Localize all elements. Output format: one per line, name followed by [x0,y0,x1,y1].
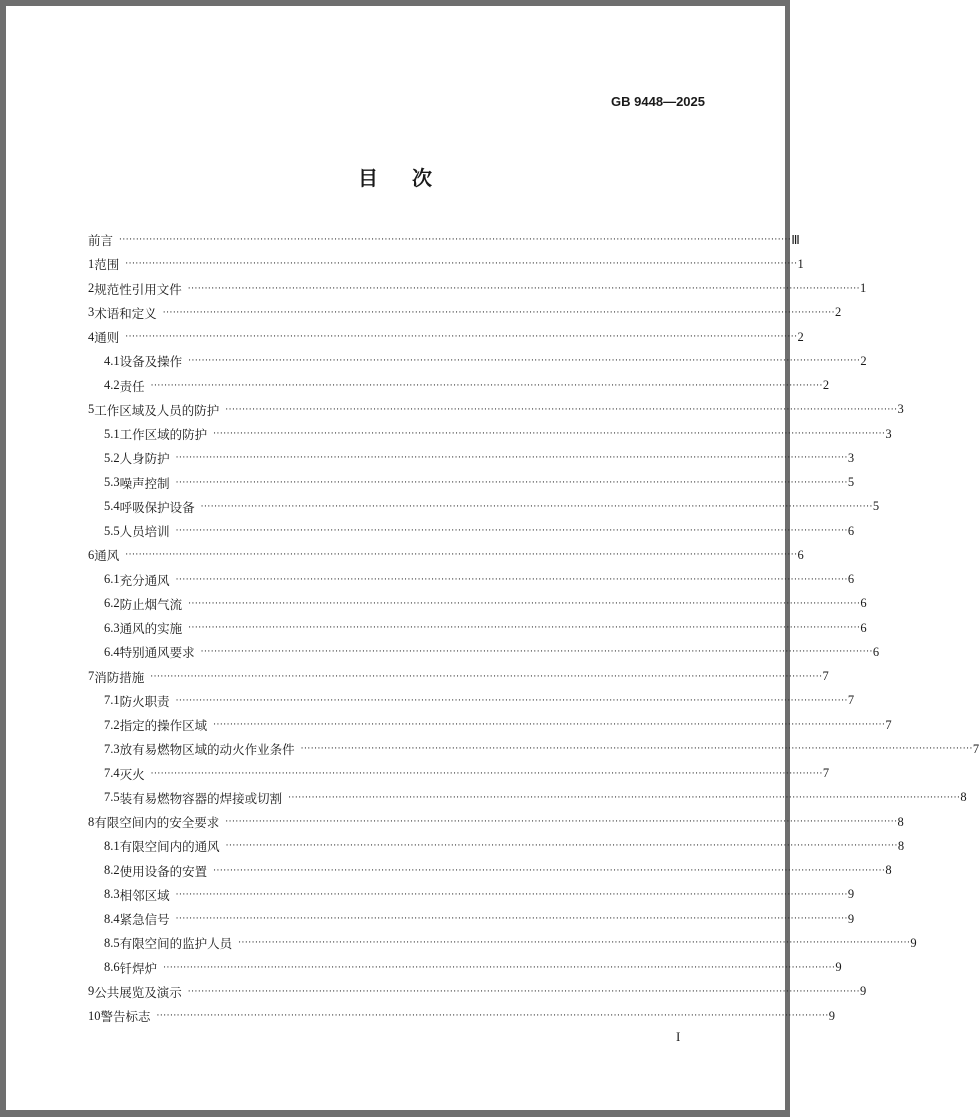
toc-entry-label: 规范性引用文件 [94,281,182,297]
toc-entry-page: 7 [885,717,892,732]
toc-entry-page: 5 [872,499,880,514]
toc-entry-label: 通则 [94,330,120,345]
toc-entry-page: 6 [860,596,867,611]
toc-entry-number: 10 [88,1008,101,1023]
toc-entry-label: 噪声控制 [119,475,170,491]
toc-entry[interactable] [104,909,855,929]
toc-entry-label: 指定的操作区域 [119,718,208,733]
toc-leader-dots: ········································································································································································································ [187,283,860,294]
toc-entry-label: 人身防护 [119,451,170,467]
toc-entry[interactable] [104,473,855,493]
toc-entry-number: 2 [88,281,95,295]
toc-leader-dots: ········································································································································································································ [175,477,848,488]
toc-entry-page: 6 [860,620,867,635]
toc-entry-page: 9 [835,960,842,974]
toc-entry[interactable] [88,327,804,347]
toc-entry-page: 1 [797,256,804,271]
toc-entry[interactable] [88,279,867,299]
toc-entry[interactable] [104,861,892,881]
toc-leader-dots: ········································································································································································································ [163,962,836,973]
toc-entry-number: 8.4 [104,911,120,926]
toc-leader-dots: ········································································································································································································ [288,792,961,803]
toc-entry-number: 8.1 [104,838,120,853]
toc-entry[interactable] [104,448,855,468]
toc-leader-dots: ········································································································································································································ [188,356,861,367]
toc-entry-label: 装有易燃物容器的焊接或切割 [119,790,283,806]
toc-leader-dots: ········································································································································································································ [200,647,873,658]
toc-entry-page: 5 [847,475,855,489]
toc-entry-label: 紧急信号 [119,912,170,927]
toc-leader-dots: ········································································································································································································ [156,1011,829,1021]
toc-entry-page: 1 [859,281,867,295]
toc-entry[interactable] [88,254,804,274]
toc-leader-dots: ········································································································································································································ [119,235,792,245]
toc-entry-number: 8.3 [104,887,120,902]
toc-entry-label: 通风 [94,548,120,564]
toc-entry-label: 相邻区域 [119,887,170,903]
toc-entry[interactable] [88,400,904,420]
toc-entry-label: 消防措施 [94,669,145,685]
toc-entry[interactable] [104,351,867,371]
toc-entry-page: 2 [834,305,842,320]
toc-entry-label: 防火职责 [119,693,170,709]
toc-entry-page: 7 [972,741,979,756]
toc-leader-dots: ········································································································································································································ [175,914,848,924]
toc-entry-number: 1 [88,256,95,271]
toc-entry-page: 3 [897,402,904,417]
page-number: I [676,1029,681,1044]
toc-leader-dots: ········································································································································································································ [213,865,886,876]
toc-entry[interactable] [104,497,880,517]
toc-entry[interactable] [104,594,867,614]
toc-entry[interactable] [104,764,830,784]
toc-entry-number: 6.1 [104,572,120,586]
toc-entry-page: 2 [822,378,830,392]
toc-leader-dots: ········································································································································································································ [188,598,861,609]
toc-entry-number: 8.6 [104,960,120,974]
toc-entry-page: 2 [797,329,804,344]
toc-entry-label: 范围 [94,257,120,273]
toc-entry-number: 6.2 [104,596,120,611]
toc-entry[interactable] [104,376,830,396]
toc-entry-number: 5.3 [104,475,120,489]
toc-entry-number: 7.2 [104,717,120,732]
toc-entry-page: 6 [847,572,855,586]
toc-entry-number: 7.3 [104,741,120,756]
toc-entry-page: 6 [847,523,855,538]
toc-entry-page: 3 [847,450,855,465]
toc-leader-dots: ········································································································································································································ [150,380,823,391]
toc-entry-page: 8 [897,814,904,829]
toc-entry-label: 充分通风 [119,572,170,588]
toc-entry-label: 灭火 [119,766,145,782]
toc-leader-dots: ········································································································································································································ [125,259,798,270]
toc-entry-label: 术语和定义 [94,305,157,321]
toc-entry-number: 5.1 [104,426,120,441]
toc-entry-number: 5 [88,402,95,417]
toc-entry-number: 7.5 [104,790,120,805]
toc-entry-number: 4 [88,329,95,344]
toc-entry[interactable] [104,618,867,638]
toc-entry[interactable] [104,739,979,759]
toc-entry-label: 放有易燃物区域的动火作业条件 [119,742,295,758]
toc-entry-number: 4.2 [104,378,120,392]
toc-leader-dots: ········································································································································································································ [175,695,848,706]
toc-leader-dots: ········································································································································································································ [238,938,911,949]
toc-entry-page: 9 [847,911,855,926]
toc-entry-label: 前言 [88,233,114,248]
toc-entry[interactable] [88,812,904,832]
toc-entry[interactable] [104,691,855,711]
toc-entry-label: 使用设备的安置 [119,863,208,879]
toc-entry-page: 2 [860,353,867,368]
toc-entry[interactable] [104,570,855,590]
toc-entry-page: 3 [885,426,892,441]
toc-entry-number: 3 [88,305,95,320]
toc-entry-page: Ⅲ [791,233,800,247]
toc-entry-label: 工作区域的防护 [119,427,208,442]
toc-leader-dots: ········································································································································································································ [225,817,898,827]
toc-entry-number: 6.4 [104,644,120,659]
toc-entry-label: 钎焊炉 [119,960,158,976]
toc-leader-dots: ········································································································································································································ [200,501,873,512]
toc-entry-page: 8 [960,790,967,805]
toc-entry[interactable] [104,885,855,905]
toc-entry-label: 工作区域及人员的防护 [94,402,220,418]
toc-entry[interactable] [88,982,867,1002]
toc-entry[interactable] [104,424,892,444]
toc-entry-label: 警告标志 [100,1009,151,1024]
toc-entry-label: 有限空间的监护人员 [119,936,233,952]
toc-leader-dots: ········································································································································································································ [125,550,798,561]
toc-leader-dots: ········································································································································································································ [175,453,848,464]
toc-leader-dots: ········································································································································································································ [162,307,835,318]
toc-entry-page: 9 [910,935,917,950]
toc-leader-dots: ········································································································································································································ [175,889,848,900]
toc-leader-dots: ········································································································································································································ [187,986,860,997]
toc-entry[interactable] [88,545,804,565]
toc-entry-number: 5.2 [104,450,120,465]
page-title: 目次 [358,166,466,190]
toc-leader-dots: ········································································································································································································ [225,404,898,415]
toc-entry-label: 特别通风要求 [119,645,195,661]
toc-entry-number: 5.4 [104,499,120,514]
toc-entry-number: 6.3 [104,620,120,635]
toc-entry-number: 7 [88,669,95,683]
toc-entry[interactable] [88,303,842,323]
toc-entry-page: 9 [859,984,867,999]
toc-entry-label: 责任 [119,378,145,394]
toc-entry-page: 9 [828,1008,835,1023]
toc-entry[interactable] [104,788,967,808]
toc-entry-page: 8 [885,863,892,877]
standard-number: GB 9448—2025 [611,94,705,109]
toc-entry-label: 人员培训 [119,524,170,539]
toc-leader-dots: ········································································································································································································ [150,768,823,779]
toc-leader-dots: ········································································································································································································ [175,526,848,536]
toc-leader-dots: ········································································································································································································ [150,671,823,682]
toc-entry[interactable] [88,667,829,687]
toc-entry-number: 5.5 [104,523,120,538]
toc-entry-page: 6 [797,547,804,562]
toc-entry-page: 9 [847,887,855,902]
toc-entry[interactable] [104,836,905,856]
toc-entry-number: 7.1 [104,693,120,708]
toc-entry[interactable] [104,933,917,953]
toc-entry-label: 设备及操作 [119,354,183,370]
toc-entry-page: 7 [822,766,830,780]
toc-entry-label: 防止烟气流 [119,596,183,612]
toc-entry-number: 4.1 [104,353,120,368]
toc-entry-page: 8 [897,838,905,853]
toc-entry-page: 6 [872,644,880,659]
toc-leader-dots: ········································································································································································································ [213,720,886,730]
toc-entry-page: 7 [822,669,829,683]
toc-entry[interactable] [104,521,855,541]
toc-entry-label: 有限空间内的通风 [119,839,220,855]
toc-leader-dots: ········································································································································································································ [175,574,848,585]
toc-entry-label: 通风的实施 [119,621,183,636]
toc-entry-page: 7 [847,693,855,708]
toc-entry[interactable] [104,642,880,662]
toc-leader-dots: ········································································································································································································ [300,744,973,755]
toc-entry[interactable] [88,230,800,250]
toc-entry-number: 8.5 [104,935,120,950]
toc-entry-number: 7.4 [104,766,120,780]
toc-entry[interactable] [104,715,892,735]
toc-entry-number: 8 [88,814,95,829]
toc-entry-number: 8.2 [104,863,120,877]
toc-leader-dots: ········································································································································································································ [225,841,898,852]
toc-leader-dots: ········································································································································································································ [213,429,886,439]
toc-entry-label: 有限空间内的安全要求 [94,815,220,830]
toc-leader-dots: ········································································································································································································ [188,623,861,633]
toc-entry[interactable] [104,958,842,978]
toc-entry[interactable] [88,1006,835,1026]
toc-leader-dots: ········································································································································································································ [125,332,798,342]
toc-entry-number: 9 [88,984,95,999]
toc-entry-label: 呼吸保护设备 [119,499,195,515]
toc-entry-label: 公共展览及演示 [94,984,182,1000]
toc-entry-number: 6 [88,547,95,562]
